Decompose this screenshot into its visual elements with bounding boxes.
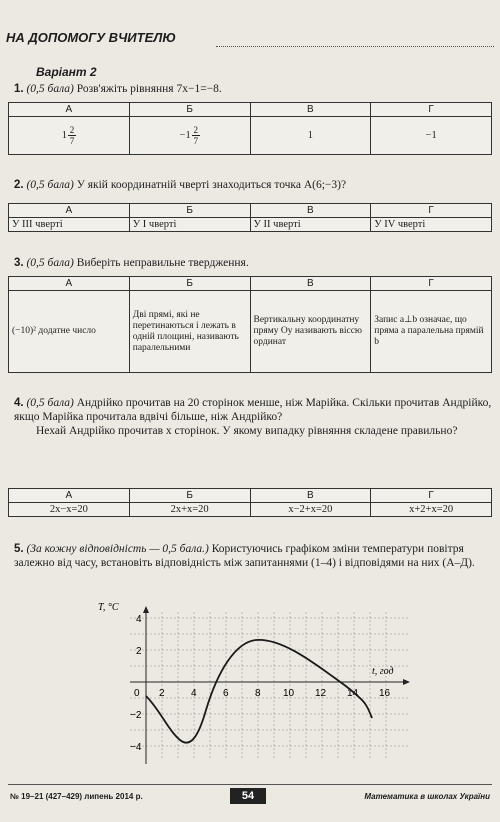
footer-journal: Математика в школах України — [364, 792, 490, 801]
graph-grid — [130, 612, 410, 760]
header-b: Б — [129, 204, 250, 218]
answer-b: Дві прямі, які не перетинаються і лежать в одній площині, називають паралельними — [129, 291, 250, 373]
question-1 — [14, 82, 492, 96]
question-number: 3. — [14, 257, 24, 269]
answer-d: −1 — [371, 117, 492, 155]
x-tick: 10 — [283, 688, 295, 699]
header-c: В — [250, 103, 371, 117]
answer-c: Вертикальну координатну пряму Oy називають віссю ординат — [250, 291, 371, 373]
header-c: В — [250, 277, 371, 291]
question-text: У якій координатній чверті знаходиться точка A(6;−3)? — [76, 179, 347, 191]
question-5 — [14, 542, 492, 570]
header-b: Б — [129, 277, 250, 291]
y-axis-label: T, °C — [98, 602, 119, 613]
answer-d: У IV чверті — [371, 218, 492, 232]
question-3 — [14, 256, 492, 270]
y-tick-labels — [130, 614, 142, 753]
header-a: А — [9, 277, 130, 291]
answer-a: 1 $\frac{2}{7}$ — [9, 117, 130, 155]
answer-table-3 — [8, 276, 492, 373]
x-axis-label: t, год — [372, 666, 394, 677]
question-points: (0,5 бала) — [26, 257, 74, 269]
answer-c: x−2+x=20 — [250, 503, 371, 517]
header-d: Г — [371, 489, 492, 503]
answer-a: (−10)² додатне число — [9, 291, 130, 373]
header-c: В — [250, 489, 371, 503]
question-number: 1. — [14, 83, 24, 95]
answer-table-4 — [8, 488, 492, 517]
header-d: Г — [371, 103, 492, 117]
variant-title: Варіант 2 — [36, 65, 97, 79]
x-tick-labels — [134, 688, 391, 699]
page-number: 54 — [230, 788, 266, 804]
x-tick: 0 — [134, 688, 140, 699]
header-b: Б — [129, 489, 250, 503]
question-text: Андрійко прочитав на 20 сторінок менше, ніж Марійка. Скільки прочитав Андрійко, якщо Марійка прочитала вдвічі більше, ніж Андрійко? — [14, 397, 492, 423]
x-axis-arrow — [403, 679, 410, 685]
header-d: Г — [371, 277, 492, 291]
header-b: Б — [129, 103, 250, 117]
x-tick: 2 — [159, 688, 165, 699]
question-text: Користуючись графіком зміни температури повітря залежно від часу, встановіть відповідність між запитаннями (1–4) і відповідями на них (А–Д). — [14, 543, 475, 569]
answer-d: x+2+x=20 — [371, 503, 492, 517]
answer-b: 2x+x=20 — [129, 503, 250, 517]
question-text-2: Нехай Андрійко прочитав x сторінок. У якому випадку рівняння складене правильно? — [36, 425, 458, 437]
answer-b: −1 $\frac{2}{7}$ — [129, 117, 250, 155]
footer-rule — [8, 784, 492, 785]
answer-table-2 — [8, 203, 492, 232]
y-tick: 2 — [136, 646, 142, 657]
x-tick: 6 — [223, 688, 229, 699]
question-2 — [14, 178, 492, 192]
x-tick: 16 — [379, 688, 391, 699]
question-text: Розв'яжіть рівняння 7x−1=−8. — [76, 83, 222, 95]
answer-a: 2x−x=20 — [9, 503, 130, 517]
question-points: (0,5 бала) — [26, 83, 74, 95]
y-tick: −2 — [130, 710, 142, 721]
answer-d: Запис a⊥b означає, що пряма a паралельна прямій b — [371, 291, 492, 373]
y-tick: −4 — [130, 742, 142, 753]
temperature-graph — [98, 600, 420, 770]
question-number: 5. — [14, 543, 24, 555]
answer-table-1 — [8, 102, 492, 155]
question-text: Виберіть неправильне твердження. — [76, 257, 249, 269]
question-number: 2. — [14, 179, 24, 191]
question-points: (0,5 бала) — [26, 179, 74, 191]
header-c: В — [250, 204, 371, 218]
header-a: А — [9, 204, 130, 218]
header-a: А — [9, 103, 130, 117]
header-rule — [216, 46, 494, 47]
question-4 — [14, 396, 492, 438]
question-number: 4. — [14, 397, 24, 409]
header-a: А — [9, 489, 130, 503]
answer-c: У II чверті — [250, 218, 371, 232]
x-tick: 12 — [315, 688, 327, 699]
x-tick: 4 — [191, 688, 197, 699]
question-points: (За кожну відповідність — 0,5 бала.) — [26, 543, 209, 555]
y-axis-arrow — [143, 606, 149, 613]
x-tick: 8 — [255, 688, 261, 699]
y-tick: 4 — [136, 614, 142, 625]
page-header: НА ДОПОМОГУ ВЧИТЕЛЮ — [6, 30, 176, 45]
answer-c: 1 — [250, 117, 371, 155]
x-tick: 14 — [347, 688, 359, 699]
answer-a: У III чверті — [9, 218, 130, 232]
question-points: (0,5 бала) — [26, 397, 74, 409]
footer-issue: № 19–21 (427–429) липень 2014 р. — [10, 792, 143, 801]
header-d: Г — [371, 204, 492, 218]
answer-b: У I чверті — [129, 218, 250, 232]
